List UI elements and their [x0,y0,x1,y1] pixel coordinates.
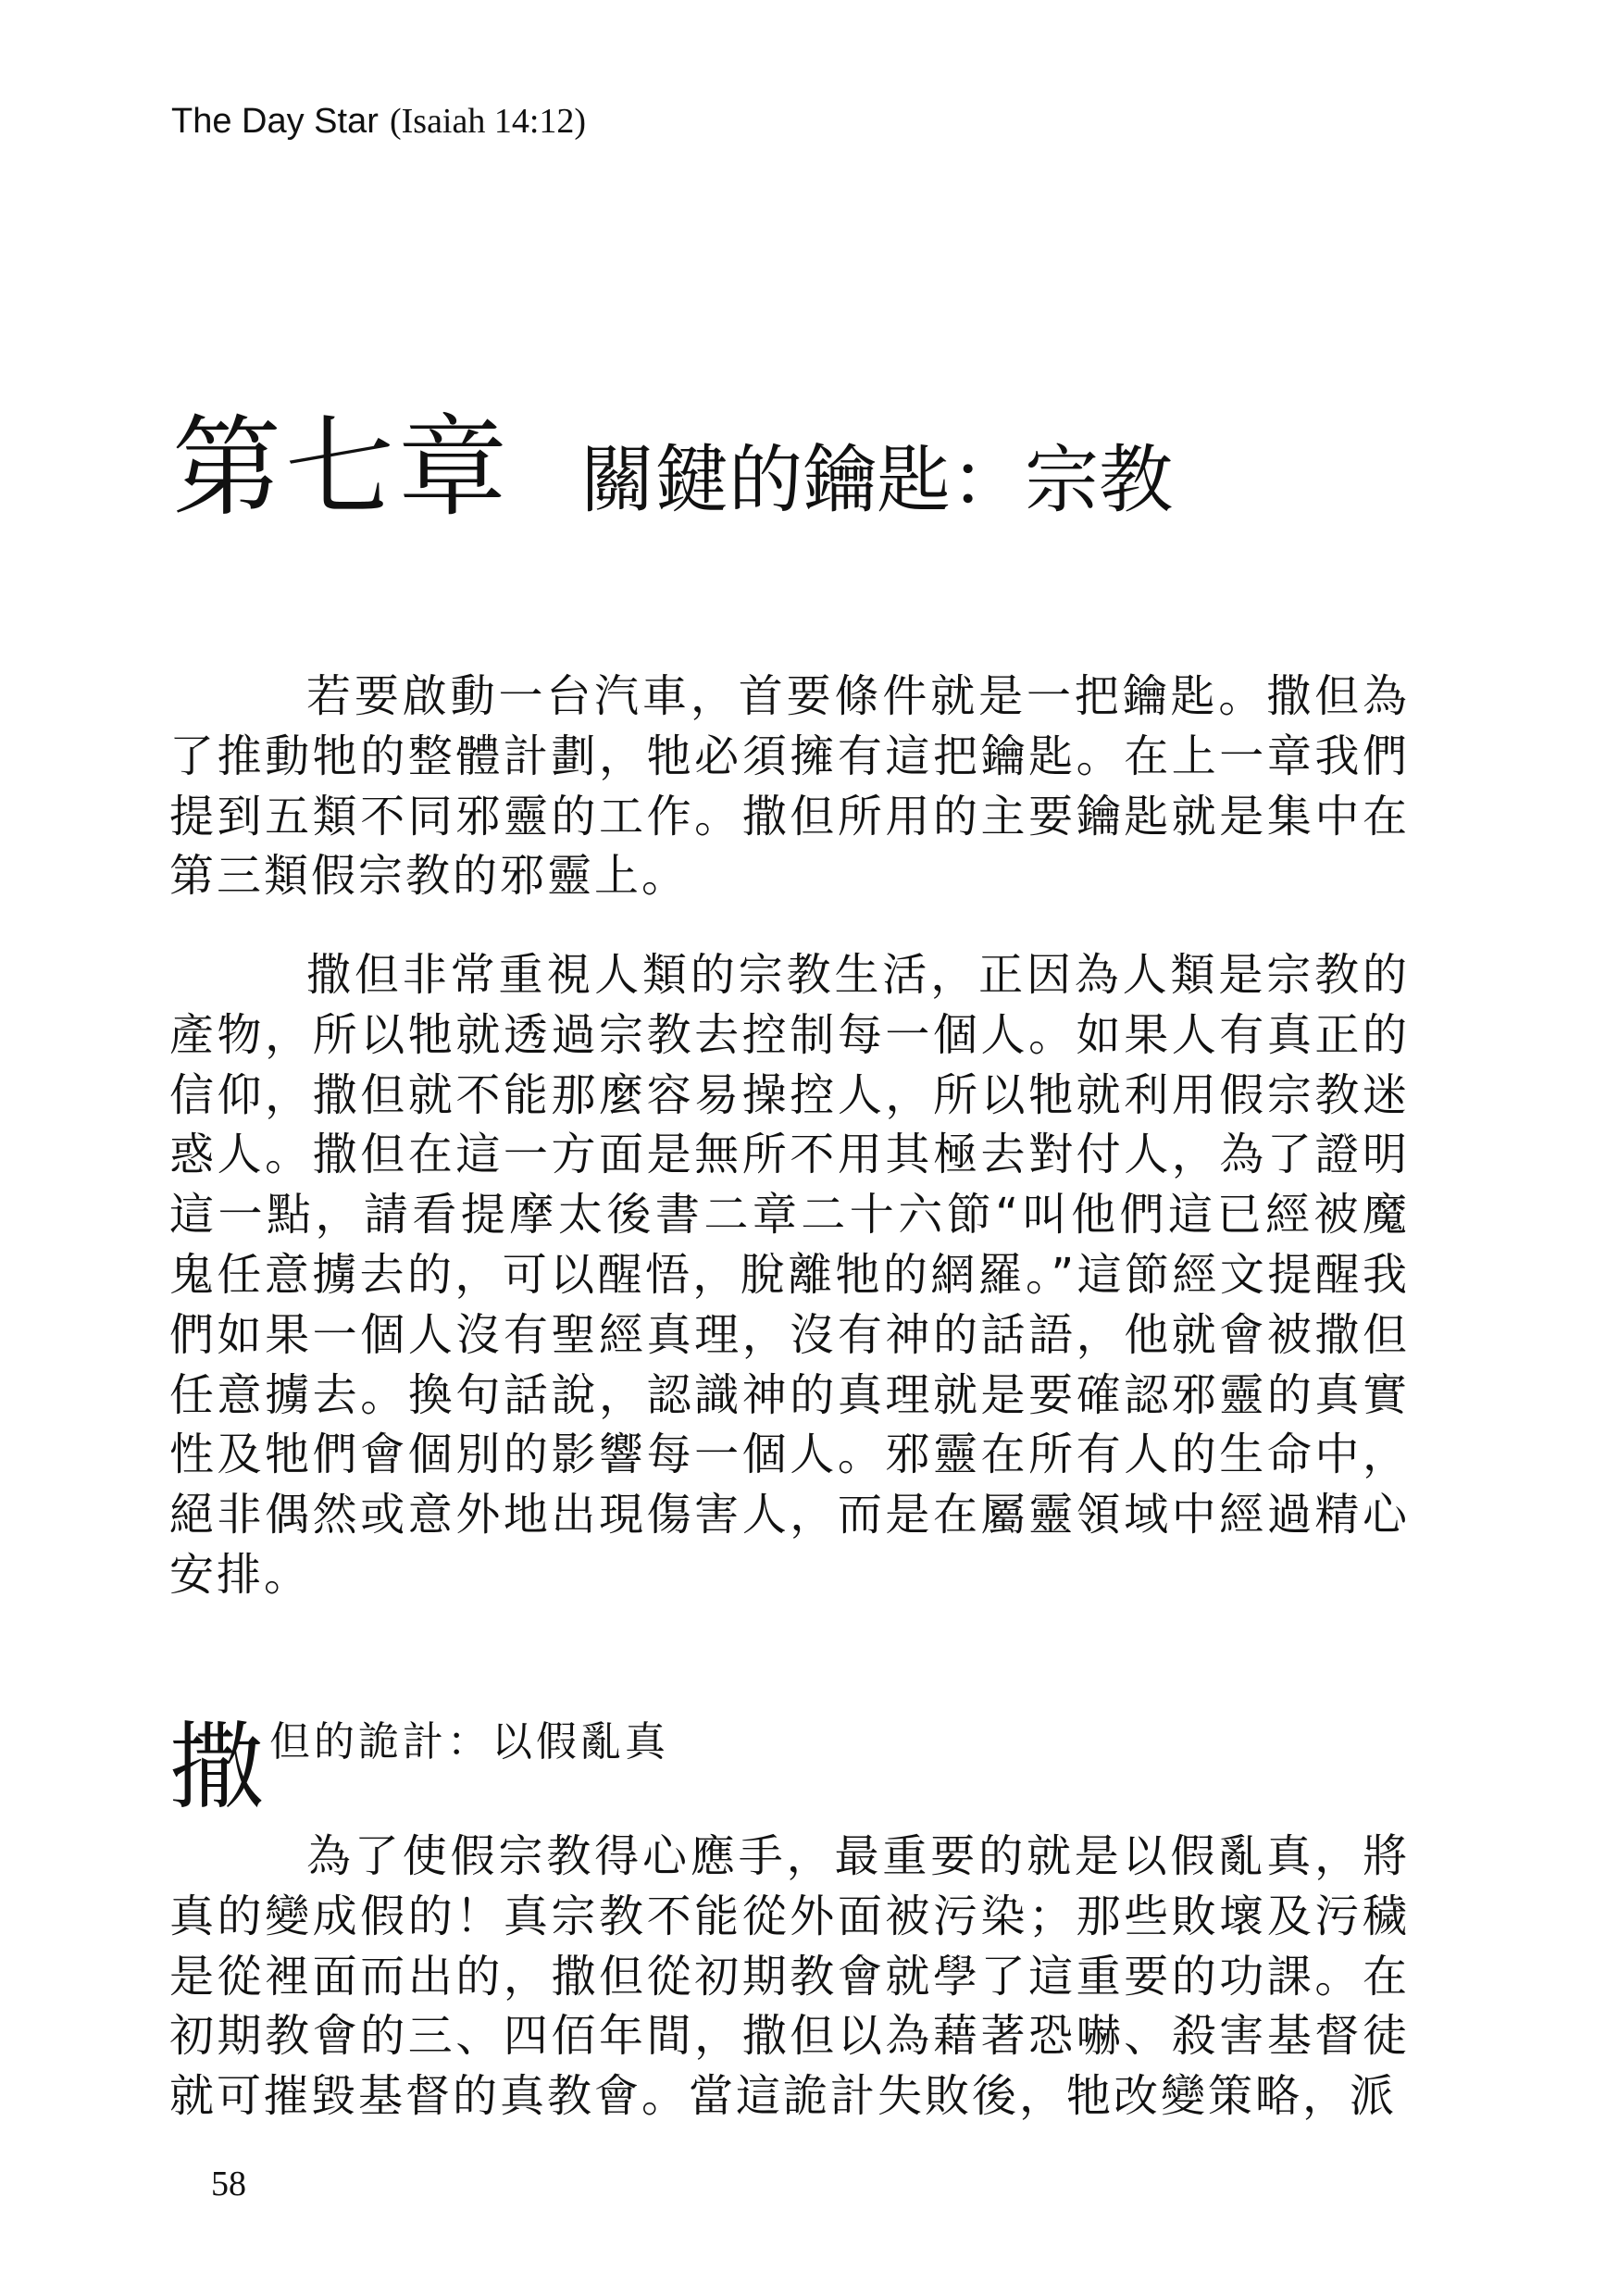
book-title: The Day Star [171,102,379,141]
section-heading [169,1713,669,1824]
page-number: 58 [211,2165,246,2203]
chapter-title [172,398,1173,550]
body-paragraph-3: 為了使假宗教得心應手，最重要的就是以假亂真，將真的變成假的！真宗教不能從外面被污染；那些敗壞及污穢是從裡面而出的，撒但從初期教會就學了這重要的功課。在初期教會的三、四佰年間，撒但以為藉著恐嚇、殺害基督徒就可摧毀基督的真教會。當這詭計失敗後，牠改變策略，派 [169,1830,1410,2123]
body-paragraph-1: 若要啟動一台汽車，首要條件就是一把鑰匙。撒但為了推動牠的整體計劃，牠必須擁有這把鑰匙。在上一章我們提到五類不同邪靈的工作。撒但所用的主要鑰匙就是集中在第三類假宗教的邪靈上。 [169,670,1410,903]
body-paragraph-2: 撒但非常重視人類的宗教生活，正因為人類是宗教的產物，所以牠就透過宗教去控制每一個人。如果人有真正的信仰，撒但就不能那麼容易操控人，所以牠就利用假宗教迷惑人。撒但在這一方面是無所不用其極去對付人，為了證明這一點，請看提摩太後書二章二十六節“叫他們這已經被魔鬼任意擄去的，可以醒悟，脫離牠的網羅。”這節經文提醒我們如果一個人沒有聖經真理，沒有神的話語，他就會被撒但任意擄去。換句話說，認識神的真理就是要確認邪靈的真實性及牠們會個別的影響每一個人。邪靈在所有人的生命中，絕非偶然或意外地出現傷害人，而是在屬靈領域中經過精心安排。 [169,949,1410,1601]
running-header [171,98,586,144]
chapter-name: 關鍵的鑰匙：宗教 [580,437,1174,523]
chapter-number: 第七章 [172,404,512,531]
scripture-reference: (Isaiah 14:12) [389,102,587,141]
section-subtitle: 但的詭計：以假亂真 [269,1718,669,1766]
drop-cap: 撒 [169,1713,264,1823]
